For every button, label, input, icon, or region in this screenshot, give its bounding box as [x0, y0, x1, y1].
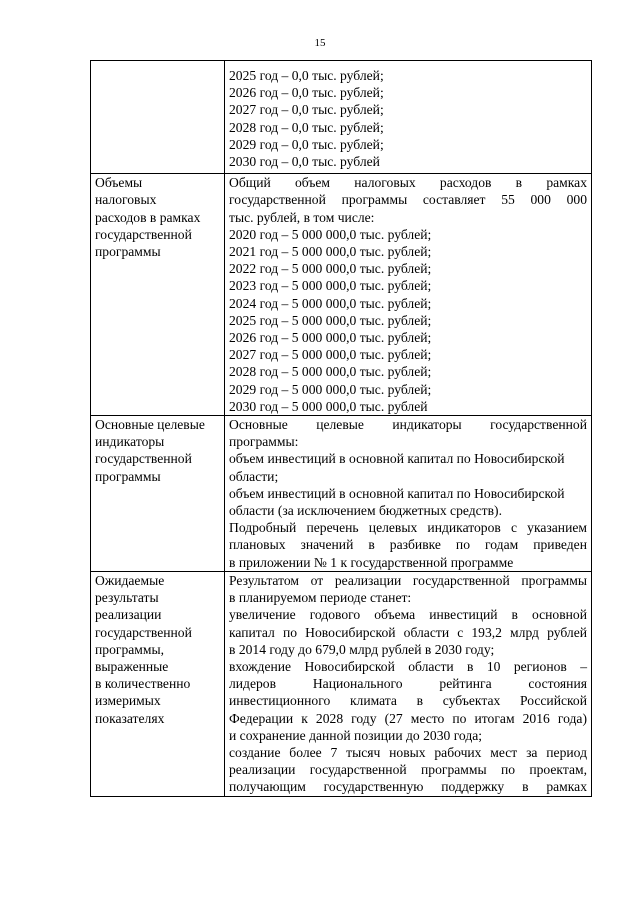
- row-label-line: программы: [95, 468, 161, 484]
- row-label-line: в количественно: [95, 676, 191, 692]
- row-value-line: вхождение Новосибирской области в 10 регионов –: [229, 658, 587, 674]
- table-row: [91, 416, 592, 572]
- row-value-line: в планируемом периоде станет:: [229, 590, 412, 606]
- row-value-line: 2029 год – 5 000 000,0 тыс. рублей;: [229, 381, 432, 397]
- row-value-line: 2027 год – 0,0 тыс. рублей;: [229, 102, 384, 118]
- row-value-line: 2025 год – 5 000 000,0 тыс. рублей;: [229, 312, 432, 328]
- row-label-line: программы,: [95, 641, 165, 657]
- row-value-line: получающим государственную поддержку в рамках: [229, 779, 587, 795]
- row-value-line: лидеров Национального рейтинга состояния: [229, 676, 587, 692]
- row-value-line: в 2014 году до 679,0 млрд рублей в 2030 году;: [229, 641, 495, 657]
- row-value-line: области (за исключением бюджетных средств).: [229, 503, 502, 519]
- row-value-line: 2022 год – 5 000 000,0 тыс. рублей;: [229, 261, 432, 277]
- row-value-line: программы:: [229, 434, 299, 450]
- row-value-line: 2024 год – 5 000 000,0 тыс. рублей;: [229, 295, 432, 311]
- table-row: [91, 61, 592, 174]
- row-label-line: Ожидаемые: [95, 572, 165, 588]
- row-label-line: государственной: [95, 451, 192, 467]
- row-value-line: 2030 год – 5 000 000,0 тыс. рублей: [229, 398, 428, 414]
- row-label-line: реализации: [95, 607, 162, 623]
- row-label-cell: [91, 416, 225, 572]
- row-value-line: 2030 год – 0,0 тыс. рублей: [229, 154, 380, 170]
- row-value-line: 2026 год – 5 000 000,0 тыс. рублей;: [229, 330, 432, 346]
- row-value-line: 2023 год – 5 000 000,0 тыс. рублей;: [229, 278, 432, 294]
- row-label-line: Основные целевые: [95, 417, 205, 433]
- row-value-line: создание более 7 тысяч новых рабочих мест за период: [229, 744, 587, 760]
- row-value-line: объем инвестиций в основной капитал по Новосибирской: [229, 451, 565, 467]
- table-row: [91, 174, 592, 416]
- row-label-line: показателях: [95, 710, 165, 726]
- row-value-line: государственной программы составляет 55 000 000: [229, 192, 587, 208]
- row-value-cell: [225, 571, 592, 796]
- row-value-line: Федерации к 2028 году (27 место по итогам 2016 года): [229, 710, 587, 726]
- row-value-cell: [225, 416, 592, 572]
- row-value-line: 2027 год – 5 000 000,0 тыс. рублей;: [229, 347, 432, 363]
- row-value-line: плановых значений в разбивке по годам приведен: [229, 537, 587, 553]
- row-value-line: капитал по Новосибирской области с 193,2 млрд рублей: [229, 624, 587, 640]
- row-value-line: и сохранение данной позиции до 2030 года;: [229, 727, 483, 743]
- row-label-line: результаты: [95, 590, 159, 606]
- row-value-line: увеличение годового объема инвестиций в основной: [229, 607, 587, 623]
- page-number: 15: [314, 37, 326, 49]
- row-value-line: 2029 год – 0,0 тыс. рублей;: [229, 136, 384, 152]
- row-label-line: программы: [95, 244, 161, 260]
- row-value-line: 2021 год – 5 000 000,0 тыс. рублей;: [229, 244, 432, 260]
- row-value-line: Общий объем налоговых расходов в рамках: [229, 175, 587, 191]
- row-value-line: объем инвестиций в основной капитал по Новосибирской: [229, 485, 565, 501]
- row-value-cell: [225, 174, 592, 416]
- row-value-line: 2020 год – 5 000 000,0 тыс. рублей;: [229, 226, 432, 242]
- row-value-line: реализации государственной программы по проектам,: [229, 762, 587, 778]
- row-value-line: 2028 год – 0,0 тыс. рублей;: [229, 119, 384, 135]
- row-label-line: государственной: [95, 624, 192, 640]
- row-value-line: в приложении № 1 к государственной программе: [229, 554, 514, 570]
- row-label-cell: [91, 61, 225, 174]
- row-label-cell: [91, 571, 225, 796]
- program-passport-table: [90, 60, 592, 797]
- row-value-line: Результатом от реализации государственной программы: [229, 572, 587, 588]
- row-label-line: государственной: [95, 226, 192, 242]
- row-value-line: Подробный перечень целевых индикаторов с указанием: [229, 520, 587, 536]
- row-value-line: Основные целевые индикаторы государственной: [229, 417, 587, 433]
- row-label-line: налоговых: [95, 192, 157, 208]
- row-value-line: 2026 год – 0,0 тыс. рублей;: [229, 85, 384, 101]
- row-value-line: 2025 год – 0,0 тыс. рублей;: [229, 68, 384, 83]
- row-value-line: тыс. рублей, в том числе:: [229, 209, 375, 225]
- row-label-line: расходов в рамках: [95, 209, 201, 225]
- row-value-line: 2028 год – 5 000 000,0 тыс. рублей;: [229, 364, 432, 380]
- row-label-line: выраженные: [95, 658, 169, 674]
- row-label-line: Объемы: [95, 175, 143, 191]
- row-label-line: измеримых: [95, 693, 161, 709]
- table-row: [91, 571, 592, 796]
- row-label-line: индикаторы: [95, 434, 165, 450]
- row-value-cell: [225, 61, 592, 174]
- row-value-line: инвестиционного климата в субъектах Российской: [229, 693, 587, 709]
- row-label-cell: [91, 174, 225, 416]
- row-value-line: области;: [229, 468, 279, 484]
